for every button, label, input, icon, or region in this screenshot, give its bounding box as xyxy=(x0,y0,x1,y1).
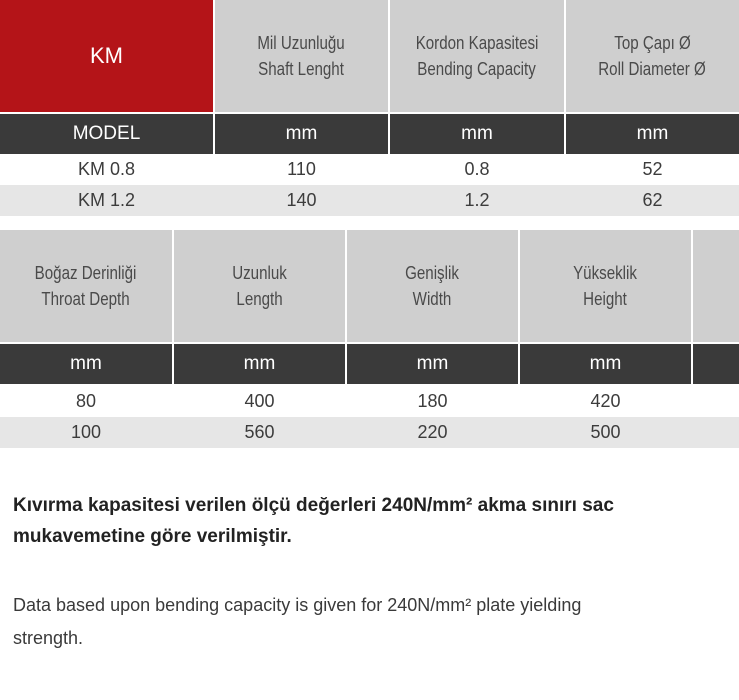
table2-header-width xyxy=(347,230,518,342)
header-en-label: Shaft Lenght xyxy=(258,59,345,79)
table2-header-overflow xyxy=(693,230,739,342)
cell-throat-depth: 80 xyxy=(75,391,97,411)
table-row xyxy=(0,185,739,216)
table2-unit-overflow xyxy=(693,344,739,384)
note-english-line-2: strength. xyxy=(13,628,84,648)
header-en-label: Roll Diameter Ø xyxy=(598,59,707,79)
table1-unit-roll: mm xyxy=(566,114,739,154)
table2-header-length xyxy=(174,230,345,342)
cell-roll-diameter: 52 xyxy=(642,159,663,179)
header-tr-label: Yükseklik xyxy=(573,263,638,283)
table-row xyxy=(0,386,739,417)
cell-length: 400 xyxy=(244,391,275,411)
table2-header-height xyxy=(520,230,691,342)
cell-throat-depth: 100 xyxy=(70,422,102,442)
table2-unit-width: mm xyxy=(347,344,518,384)
cell-height: 420 xyxy=(590,391,621,411)
table1-unit-model: MODEL xyxy=(0,114,213,154)
table-row xyxy=(0,417,739,448)
note-english-line-1: Data based upon bending capacity is given for 240N/mm² plate yielding xyxy=(13,595,582,615)
cell-bending-capacity: 1.2 xyxy=(464,190,490,210)
table2-unit-height: mm xyxy=(520,344,691,384)
table1-header-bending-capacity xyxy=(390,0,564,112)
table1-corner-cell xyxy=(0,0,213,112)
cell-shaft-length: 110 xyxy=(287,159,316,179)
table1-corner-label: KM xyxy=(90,43,123,68)
header-en-label: Length xyxy=(236,289,283,309)
cell-model: KM 1.2 xyxy=(77,190,136,210)
table1-header-roll-diameter xyxy=(566,0,739,112)
cell-shaft-length: 140 xyxy=(286,190,317,210)
cell-length: 560 xyxy=(244,422,275,442)
table1-unit-shaft: mm xyxy=(215,114,388,154)
cell-width: 180 xyxy=(417,391,448,411)
cell-height: 500 xyxy=(590,422,621,442)
table1-unit-bending: mm xyxy=(390,114,564,154)
note-english xyxy=(13,589,733,655)
table-row xyxy=(0,154,739,185)
cell-model: KM 0.8 xyxy=(77,159,136,179)
note-turkish xyxy=(13,490,733,552)
header-tr-label: Genişlik xyxy=(405,263,460,283)
note-turkish-line-2: mukavemetine göre verilmiştir. xyxy=(13,526,292,547)
header-en-label: Height xyxy=(583,289,628,309)
table2-header-throat-depth xyxy=(0,230,172,342)
cell-bending-capacity: 0.8 xyxy=(464,159,490,179)
cell-roll-diameter: 62 xyxy=(642,190,663,210)
cell-width: 220 xyxy=(417,422,448,442)
header-en-label: Bending Capacity xyxy=(417,59,537,79)
note-turkish-line-1: Kıvırma kapasitesi verilen ölçü değerleri 240N/mm² akma sınırı sac xyxy=(13,495,614,516)
table1-header-shaft-length xyxy=(215,0,388,112)
header-tr-label: Kordon Kapasitesi xyxy=(415,33,539,53)
header-tr-label: Top Çapı Ø xyxy=(614,33,691,53)
table2-unit-throat: mm xyxy=(0,344,172,384)
header-en-label: Width xyxy=(413,289,452,309)
table2-unit-length: mm xyxy=(174,344,345,384)
header-tr-label: Boğaz Derinliği xyxy=(35,263,137,283)
header-en-label: Throat Depth xyxy=(41,289,131,309)
header-tr-label: Mil Uzunluğu xyxy=(257,33,346,53)
header-tr-label: Uzunluk xyxy=(232,263,287,283)
